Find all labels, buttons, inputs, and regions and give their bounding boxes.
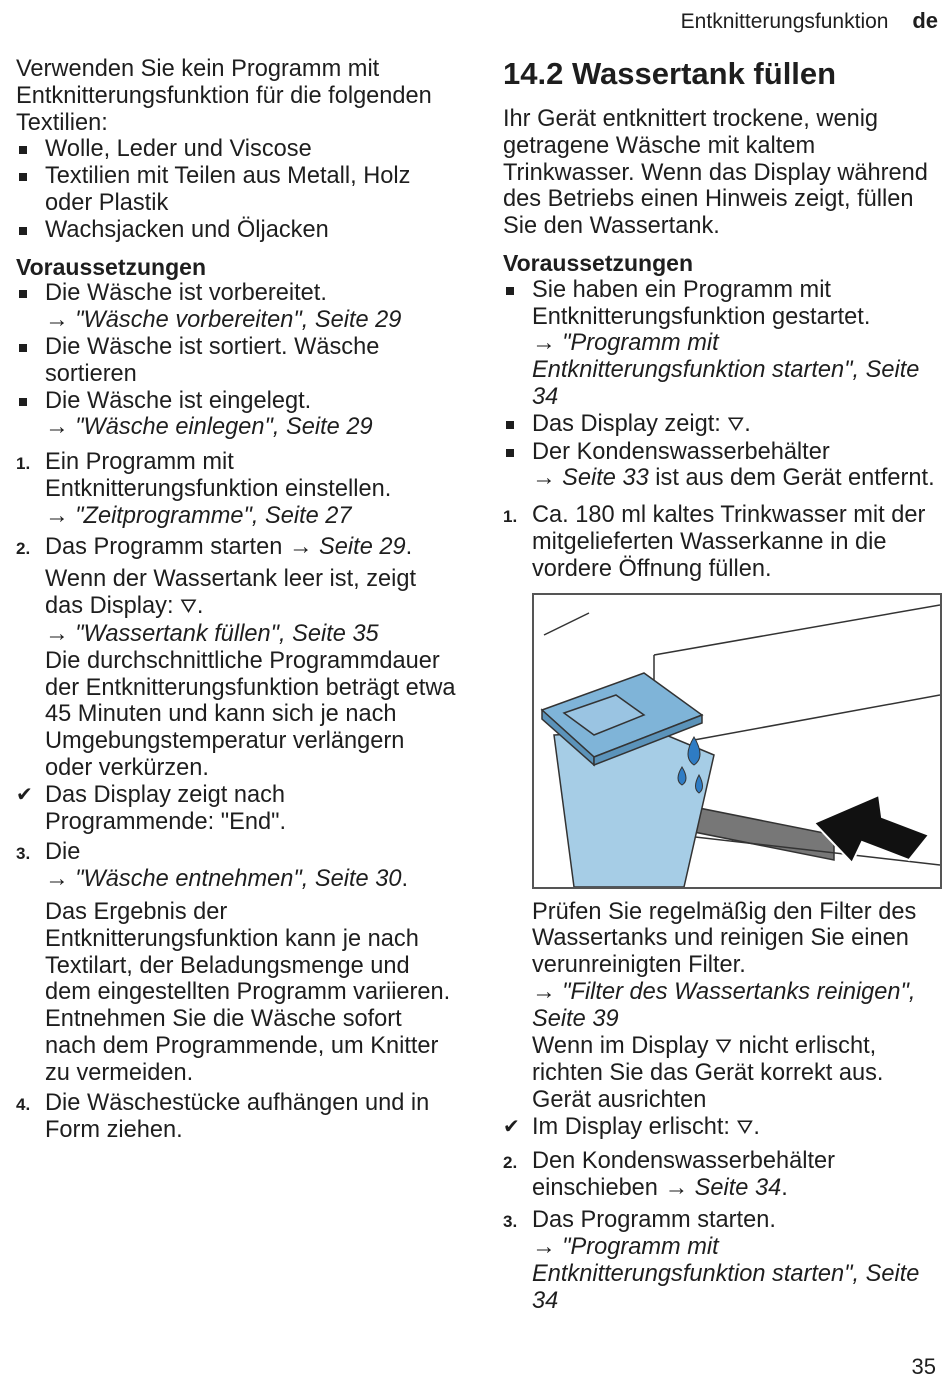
section-title: Entknitterungsfunktion xyxy=(680,10,889,33)
step-number: 3. xyxy=(503,1212,518,1232)
reference-text: "Filter des Wassertanks reinigen", Seite 39 xyxy=(532,978,916,1032)
info-text: Wenn im Display xyxy=(532,1032,709,1059)
step-text: Die Wäschestücke aufhängen und in Form ziehen. xyxy=(45,1090,430,1144)
result-text: Das Display zeigt nach Programmende: "End". xyxy=(45,781,287,835)
step-2: 2. Den Kondenswasserbehälter einschieben → Seite 34. xyxy=(503,1147,835,1201)
arrow-icon: → xyxy=(45,866,69,893)
water-tank-icon: ⛛ xyxy=(727,413,745,436)
water-tank-icon: ⛛ xyxy=(715,1035,732,1058)
water-tank-icon: ⛛ xyxy=(736,1116,754,1139)
right-column xyxy=(503,56,935,1315)
intro-text: Verwenden Sie kein Programm mit Entknitterungsfunktion für die folgenden Textilien: xyxy=(16,56,432,136)
arrow-icon: → xyxy=(45,502,69,529)
reference-text: "Wäsche einlegen", Seite 29 xyxy=(75,414,373,441)
reference-text: "Zeitprogramme", Seite 27 xyxy=(75,502,352,529)
step-1 xyxy=(503,502,935,582)
result-text: Im Display erlischt: xyxy=(532,1113,730,1140)
arrow-icon: → xyxy=(45,620,69,647)
step-text: Die xyxy=(45,839,81,866)
running-header xyxy=(681,8,938,34)
prereq-item xyxy=(16,280,456,334)
page-reference-link[interactable] xyxy=(45,621,379,647)
left-column xyxy=(16,56,456,1144)
prereq-item xyxy=(503,277,935,411)
page-reference-link[interactable]: Seite 29 xyxy=(319,533,406,560)
page-reference-link[interactable] xyxy=(45,414,373,440)
reference-text: "Programm mit Entknitterungsfunktion starten", Seite 34 xyxy=(532,1234,920,1314)
arrow-icon: → xyxy=(532,465,556,492)
info-text: nicht erlischt, richten Sie das Gerät korrekt aus. Gerät ausrichten xyxy=(532,1032,884,1114)
step-number: 1. xyxy=(503,507,518,527)
reference-text: "Wäsche entnehmen", Seite 30 xyxy=(75,866,402,893)
info-text: Wenn der Wassertank leer ist, zeigt das Display: xyxy=(45,566,417,620)
prereq-item xyxy=(16,388,456,442)
step-text: Das Programm starten xyxy=(45,533,283,560)
page-reference-link[interactable] xyxy=(532,330,919,410)
prereq-heading: Voraussetzungen xyxy=(503,249,693,276)
step-text: Den Kondenswasserbehälter einschieben xyxy=(532,1147,835,1201)
step-2-info: Wenn der Wassertank leer ist, zeigt das Display: ⛛. → "Wassertank füllen", Seite 35 Die durchschnittliche Programmdauer der Entknitterungsfunktion beträgt etwa 45 Minuten und kann sich je nach Umgebungstemperatur verlängern oder verkürzen. xyxy=(45,566,456,781)
arrow-icon: → xyxy=(45,307,69,334)
prereq-item xyxy=(503,439,935,493)
result-item: ✔ Im Display erlischt: ⛛. xyxy=(503,1113,760,1140)
prereq-text: Die Wäsche ist vorbereitet. xyxy=(45,280,327,307)
prereq-text: Sie haben ein Programm mit Entknitterungsfunktion gestartet. xyxy=(532,276,871,330)
language-code: de xyxy=(912,8,938,33)
filter-info xyxy=(503,899,935,1114)
step-text: Ein Programm mit Entknitterungsfunktion einstellen. xyxy=(45,449,392,502)
prereq-text: ist aus dem Gerät entfernt. xyxy=(655,465,935,492)
step-3: 3. Die → "Wäsche entnehmen", Seite 30. xyxy=(16,839,408,893)
info-text: Die durchschnittliche Programmdauer der Entknitterungsfunktion beträgt etwa 45 Minuten und kann sich je nach Umgebungstemperatur verlängern oder verkürzen. xyxy=(45,647,456,781)
list-item: Wolle, Leder und Viscose xyxy=(16,136,456,163)
arrow-icon: → xyxy=(532,330,556,357)
reference-text: "Wäsche vorbereiten", Seite 29 xyxy=(75,307,402,334)
water-tank-icon: ⛛ xyxy=(180,596,197,619)
page-reference-link[interactable] xyxy=(532,979,915,1032)
page-number: 35 xyxy=(911,1354,936,1379)
reference-text: "Programm mit Entknitterungsfunktion starten", Seite 34 xyxy=(532,330,920,410)
page-reference-link[interactable] xyxy=(45,307,401,333)
prereq-text: Der Kondenswasserbehälter xyxy=(532,438,830,465)
step-number: 2. xyxy=(16,538,31,558)
result-item xyxy=(16,782,456,836)
arrow-icon: → xyxy=(664,1174,689,1201)
prereq-text: Die Wäsche ist eingelegt. xyxy=(45,387,312,414)
water-tank-illustration xyxy=(532,593,942,889)
prereq-item: Das Display zeigt: ⛛. xyxy=(503,411,935,439)
step-text: Das Programm starten. xyxy=(532,1207,776,1234)
step-number: 4. xyxy=(16,1095,31,1115)
step-text: Ca. 180 ml kaltes Trinkwasser mit der mitgelieferten Wasserkanne in die vordere Öffnung füllen. xyxy=(532,502,926,582)
page-reference-link[interactable]: Seite 33 xyxy=(562,465,649,492)
reference-text: "Wassertank füllen", Seite 35 xyxy=(75,620,379,647)
step-1 xyxy=(16,449,456,529)
step-3 xyxy=(503,1207,935,1314)
page-reference-link[interactable] xyxy=(45,866,401,892)
intro-text: Ihr Gerät entknittert trockene, wenig getragene Wäsche mit kaltem Trinkwasser. Wenn das Display während des Betriebs einen Hinweis zeigt, füllen Sie den Wassertank. xyxy=(503,106,928,240)
step-number: 2. xyxy=(503,1152,518,1172)
step-number: 1. xyxy=(16,454,31,474)
arrow-icon: → xyxy=(288,533,313,560)
prereq-heading: Voraussetzungen xyxy=(16,253,206,280)
arrow-icon: → xyxy=(532,1234,556,1261)
check-icon: ✔ xyxy=(16,783,33,806)
section-heading: 14.2 Wassertank füllen xyxy=(503,56,837,91)
list-item: Textilien mit Teilen aus Metall, Holz oder Plastik xyxy=(16,163,456,217)
arrow-icon: → xyxy=(532,978,556,1005)
step-number: 3. xyxy=(16,844,31,864)
info-text: Prüfen Sie regelmäßig den Filter des Wassertanks und reinigen Sie einen verunreinigten Filter. xyxy=(532,898,917,979)
check-icon: ✔ xyxy=(503,1115,520,1138)
step-2: 2. Das Programm starten → Seite 29. xyxy=(16,534,456,561)
step-4 xyxy=(16,1090,456,1144)
page-reference-link[interactable] xyxy=(45,503,352,529)
page-reference-link[interactable] xyxy=(532,1234,919,1314)
page-reference-link[interactable]: Seite 34 xyxy=(694,1174,782,1201)
water-tank-drawing xyxy=(534,595,940,887)
prereq-text: Das Display zeigt: xyxy=(532,410,721,437)
list-item: Wachsjacken und Öljacken xyxy=(16,217,456,244)
arrow-icon: → xyxy=(45,414,69,441)
step-3-info: Das Ergebnis der Entknitterungsfunktion kann je nach Textilart, der Beladungsmenge und dem eingestellten Programm variieren. Entnehmen Sie die Wäsche sofort nach dem Programmende, um Knitter zu vermeiden. xyxy=(45,898,451,1086)
prereq-item: Die Wäsche ist sortiert. Wäsche sortieren xyxy=(16,334,456,388)
